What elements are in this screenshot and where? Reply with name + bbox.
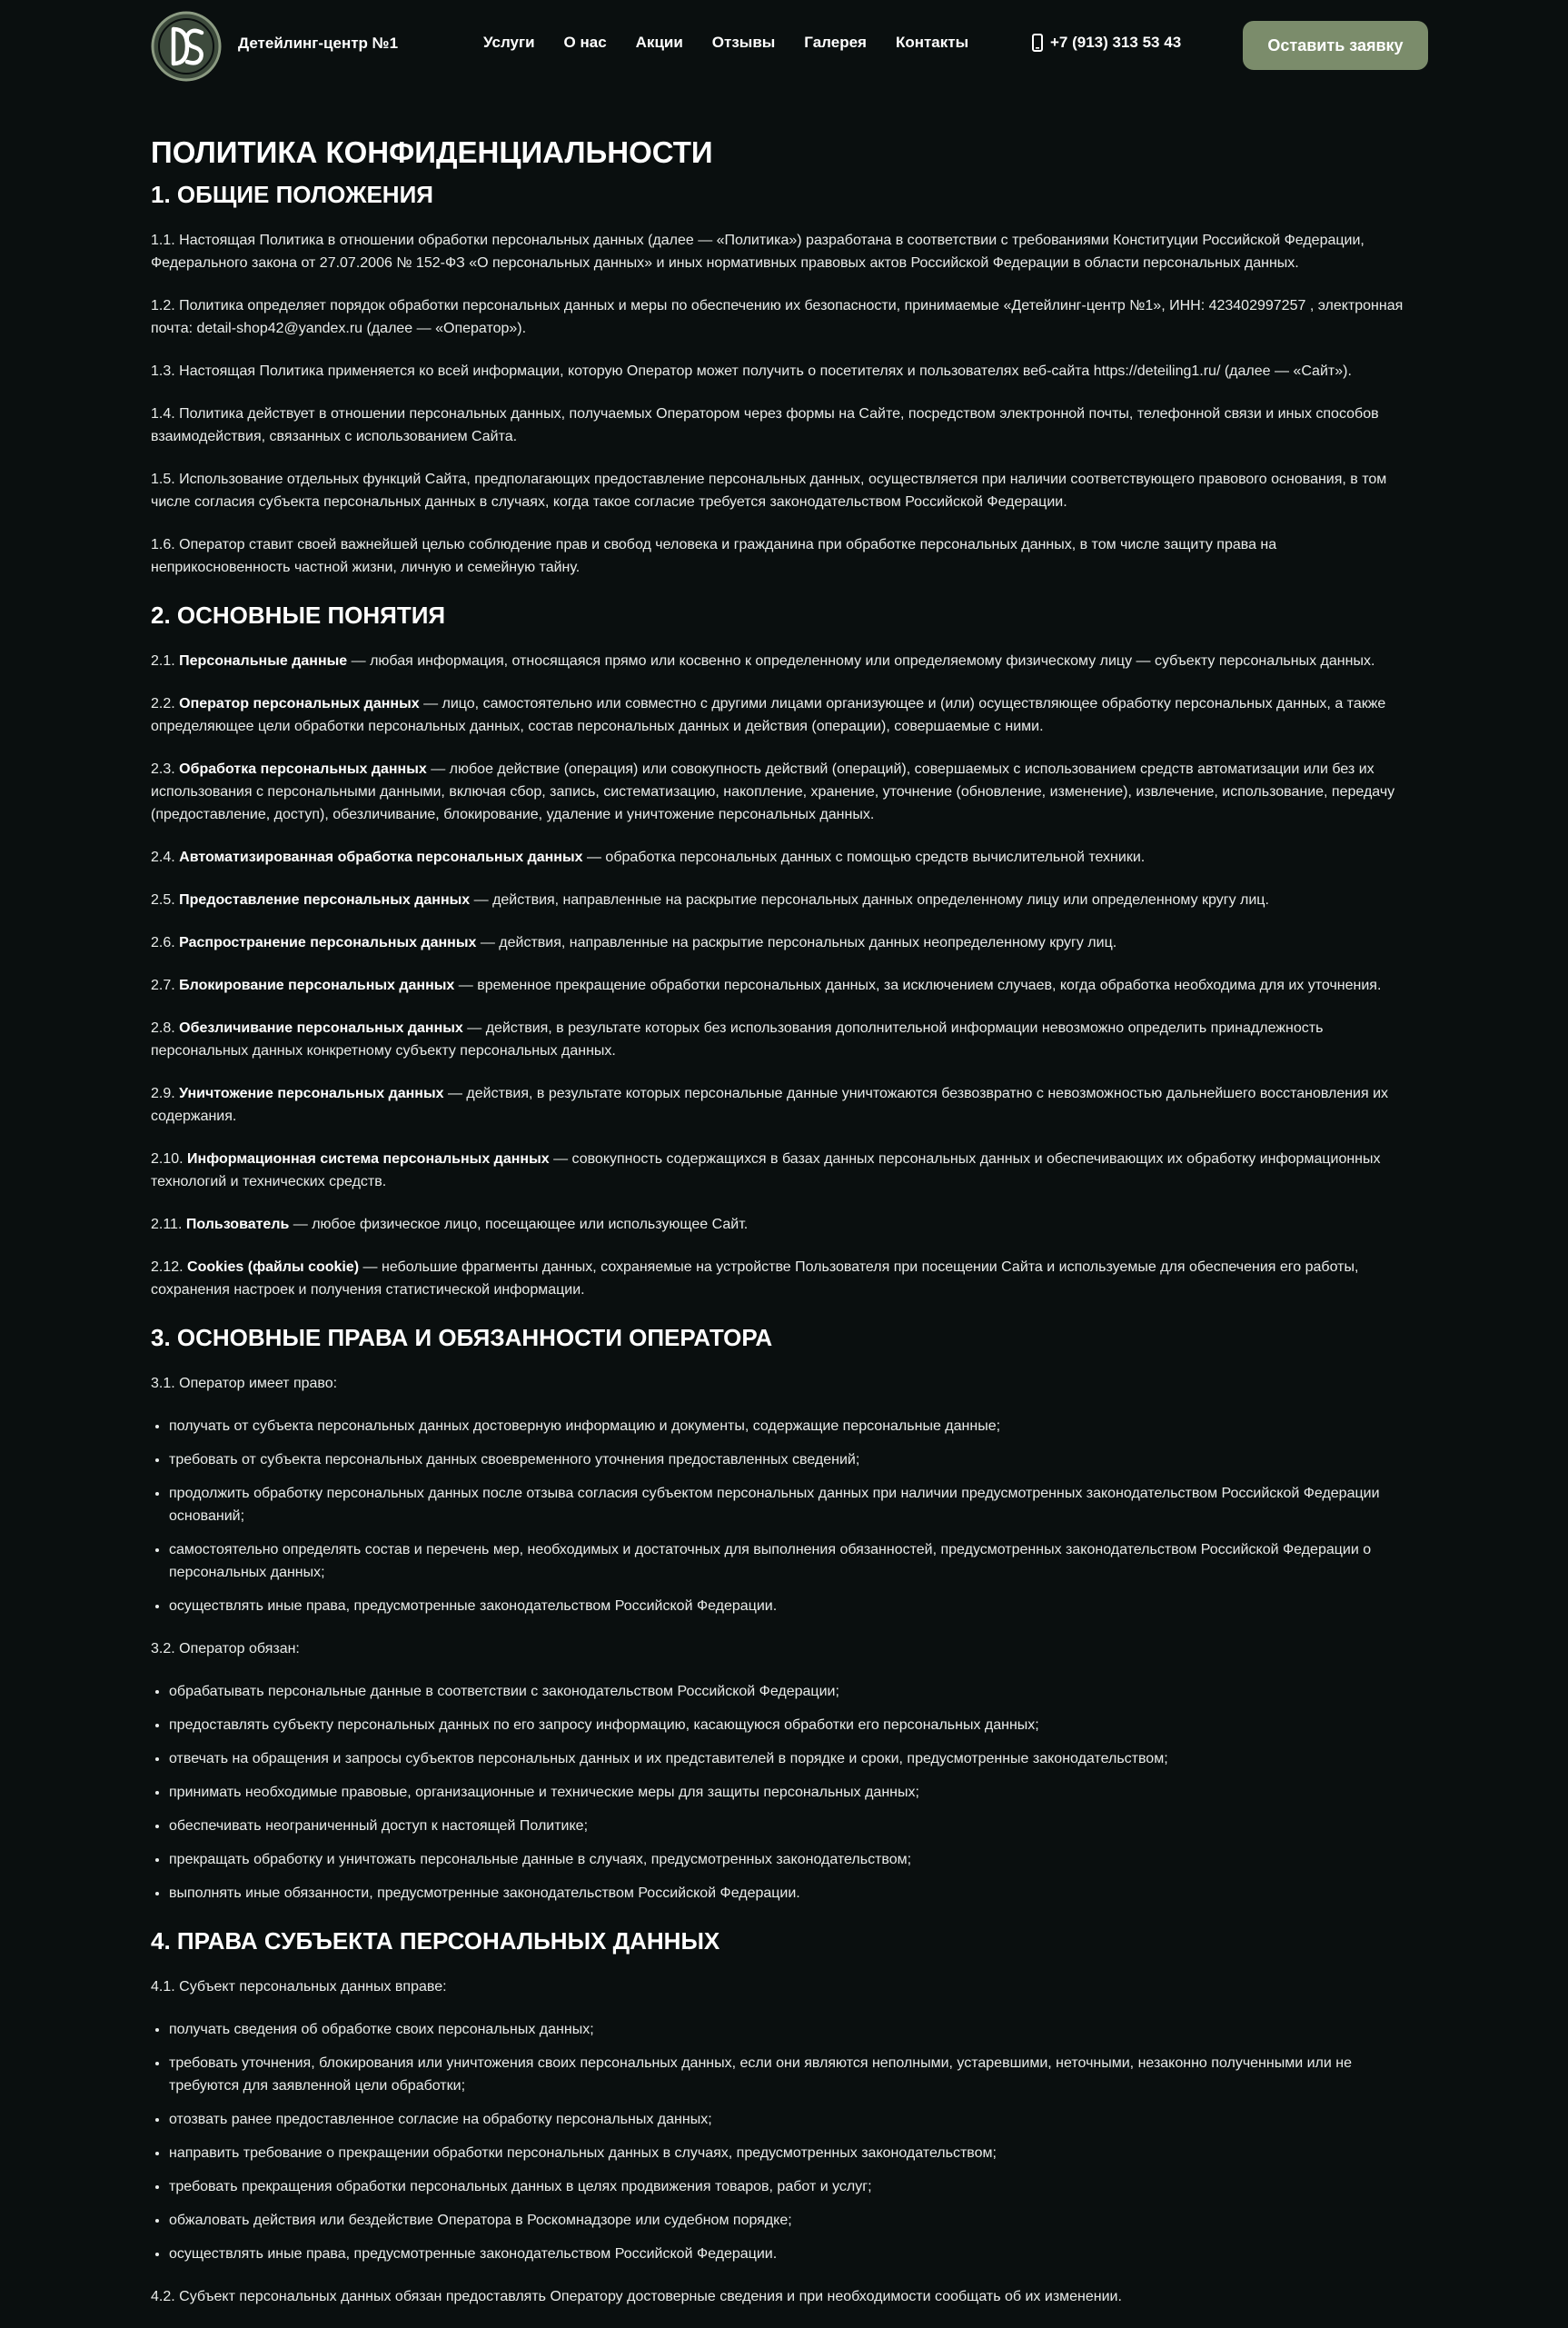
nav-promotions[interactable]: Акции — [635, 34, 683, 51]
section-title: 2. ОСНОВНЫЕ ПОНЯТИЯ — [151, 602, 446, 629]
list-item: • обжаловать действия или бездействие Оператора в Роскомнадзоре или судебном порядке; — [169, 2209, 1417, 2232]
nav-reviews[interactable]: Отзывы — [711, 34, 776, 51]
nav-contacts[interactable]: Контакты — [895, 34, 969, 51]
list-item: • выполнять иные обязанности, предусмотренные законодательством Российской Федерации. — [169, 1882, 1417, 1905]
definition-term: Персональные данные — [179, 653, 348, 669]
list-item: • предоставлять субъекту персональных данных по его запросу информацию, касающуюся обработки его персональных данных; — [169, 1714, 1417, 1736]
main-nav — [483, 34, 968, 52]
definition-term: Предоставление персональных данных — [179, 892, 471, 908]
list-item: • принимать необходимые правовые, организационные и технические меры для защиты персональных данных; — [169, 1781, 1417, 1804]
definition-term: Распространение персональных данных — [179, 935, 477, 950]
definition-term: Оператор персональных данных — [179, 696, 420, 711]
paragraph: 4.1. Субъект персональных данных вправе: — [151, 1979, 447, 1995]
paragraph: 1.4. Политика действует в отношении персональных данных, получаемых Оператором через формы на Сайте, посредством электронной почты, телефонной связи и иных способов взаимодействия, связанных с использованием Сайта. — [151, 406, 1379, 444]
definition-term: Автоматизированная обработка персональных данных — [179, 850, 583, 865]
section-operator-rights — [151, 1321, 1417, 1905]
section-title: 4. ПРАВА СУБЪЕКТА ПЕРСОНАЛЬНЫХ ДАННЫХ — [151, 1927, 720, 1955]
list-item: • прекращать обработку и уничтожать персональные данные в случаях, предусмотренных законодательством; — [169, 1848, 1417, 1871]
definition-item: 2.6. Распространение персональных данных — действия, направленные на раскрытие персональных данных неопределенному кругу лиц. — [151, 935, 1117, 950]
list-item: • обеспечивать неограниченный доступ к настоящей Политике; — [169, 1815, 1417, 1837]
nav-about[interactable]: О нас — [563, 34, 607, 51]
paragraph: 4.2. Субъект персональных данных обязан предоставлять Оператору достоверные сведения и при необходимости сообщать об их изменении. — [151, 2289, 1122, 2304]
definition-item: 2.3. Обработка персональных данных — любое действие (операция) или совокупность действий (операций), совершаемых с использованием средств автоматизации или без их использования с персональными данными, включая сбор, запись, систематизацию, накопление, хранение, уточнение (обновление, изменение), извлечение, использование, передачу (предоставление, доступ), обезличивание, блокирование, удаление и уничтожение персональных данных. — [151, 761, 1395, 822]
list-item: • отозвать ранее предоставленное согласие на обработку персональных данных; — [169, 2108, 1417, 2131]
section-title: 3. ОСНОВНЫЕ ПРАВА И ОБЯЗАННОСТИ ОПЕРАТОРА — [151, 1324, 773, 1351]
list-item: • требовать от субъекта персональных данных своевременного уточнения предоставленных сведений; — [169, 1448, 1417, 1471]
definition-item: 2.7. Блокирование персональных данных — временное прекращение обработки персональных данных, за исключением случаев, когда обработка необходима для их уточнения. — [151, 978, 1382, 993]
definition-term: Обработка персональных данных — [179, 761, 427, 777]
list-item: • обрабатывать персональные данные в соответствии с законодательством Российской Федерации; — [169, 1680, 1417, 1703]
list-item: • получать от субъекта персональных данных достоверную информацию и документы, содержащие персональные данные; — [169, 1415, 1417, 1438]
definition-item: 2.9. Уничтожение персональных данных — действия, в результате которых персональные данные уничтожаются безвозвратно с невозможностью дальнейшего восстановления их содержания. — [151, 1086, 1389, 1124]
list-item: • направить требование о прекращении обработки персональных данных в случаях, предусмотренных законодательством; — [169, 2142, 1417, 2164]
section-title: 1. ОБЩИЕ ПОЛОЖЕНИЯ — [151, 181, 433, 208]
operator-rights-list — [151, 1415, 1417, 1617]
definition-term: Cookies (файлы cookie) — [187, 1259, 360, 1275]
list-item: • самостоятельно определять состав и перечень мер, необходимых и достаточных для выполнения обязанностей, предусмотренных законодательством Российской Федерации о персональных данных; — [169, 1538, 1417, 1584]
list-item: • требовать прекращения обработки персональных данных в целях продвижения товаров, работ и услуг; — [169, 2175, 1417, 2198]
page-title: ПОЛИТИКА КОНФИДЕНЦИАЛЬНОСТИ — [151, 135, 713, 169]
paragraph: 1.3. Настоящая Политика применяется ко всей информации, которую Оператор может получить о посетителях и пользователях веб-сайта https://deteiling1.ru/ (далее — «Сайт»). — [151, 363, 1352, 379]
paragraph: 3.2. Оператор обязан: — [151, 1641, 300, 1656]
paragraph: 3.1. Оператор имеет право: — [151, 1376, 338, 1391]
list-item: • получать сведения об обработке своих персональных данных; — [169, 2018, 1417, 2041]
subject-rights-list — [151, 2018, 1417, 2265]
site-header — [0, 0, 1568, 91]
smartphone-icon — [1032, 34, 1043, 52]
section-subject-rights — [151, 1925, 1417, 2308]
policy-content — [151, 127, 1417, 2328]
list-item: • осуществлять иные права, предусмотренные законодательством Российской Федерации. — [169, 2243, 1417, 2265]
definition-item: 2.2. Оператор персональных данных — лицо, самостоятельно или совместно с другими лицами организующее и (или) осуществляющее обработку персональных данных, а также определяющее цели обработки персональных данных, состав персональных данных и действия (операции), совершаемые с ними. — [151, 696, 1386, 734]
definition-term: Обезличивание персональных данных — [179, 1020, 463, 1036]
nav-gallery[interactable]: Галерея — [804, 34, 867, 51]
list-item: • требовать уточнения, блокирования или уничтожения своих персональных данных, если они являются неполными, устаревшими, неточными, незаконно полученными или не требуются для заявленной цели обработки; — [169, 2052, 1417, 2097]
definition-item: 2.1. Персональные данные — любая информация, относящаяся прямо или косвенно к определенному или определяемому физическому лицу — субъекту персональных данных. — [151, 653, 1375, 669]
paragraph: 1.5. Использование отдельных функций Сайта, предполагающих предоставление персональных данных, осуществляется при наличии соответствующего правового основания, в том числе согласия субъекта персональных данных в случаях, когда такое согласие требуется законодательством Российской Федерации. — [151, 472, 1387, 510]
definition-term: Пользователь — [185, 1217, 290, 1232]
section-definitions — [151, 599, 1417, 1301]
phone-link[interactable] — [1032, 34, 1181, 52]
definition-item: 2.11. Пользователь — любое физическое лицо, посещающее или использующее Сайт. — [151, 1217, 749, 1232]
paragraph: 1.6. Оператор ставит своей важнейшей целью соблюдение прав и свобод человека и гражданина при обработке персональных данных, в том числе защиту права на неприкосновенность частной жизни, личную и семейную тайну. — [151, 537, 1277, 575]
nav-services[interactable]: Услуги — [483, 34, 535, 51]
list-item: • осуществлять иные права, предусмотренные законодательством Российской Федерации. — [169, 1595, 1417, 1617]
definition-term: Уничтожение персональных данных — [179, 1086, 444, 1101]
definition-term: Блокирование персональных данных — [179, 978, 455, 993]
ds-monogram-logo[interactable] — [151, 11, 222, 82]
definition-item: 2.10. Информационная система персональных данных — совокупность содержащихся в базах данных персональных данных и обеспечивающих их обработку информационных технологий и технических средств. — [151, 1151, 1381, 1189]
paragraph: 1.2. Политика определяет порядок обработки персональных данных и меры по обеспечению их безопасности, принимаемые «Детейлинг-центр №1», ИНН: 423402997257 , электронная почта: detail-shop42@yandex.ru (далее — «Оператор»). — [151, 298, 1404, 336]
list-item: • отвечать на обращения и запросы субъектов персональных данных и их представителей в порядке и сроки, предусмотренные законодательством; — [169, 1747, 1417, 1770]
brand-name[interactable]: Детейлинг-центр №1 — [238, 35, 399, 52]
list-item: • продолжить обработку персональных данных после отзыва согласия субъектом персональных данных при наличии предусмотренных законодательством Российской Федерации оснований; — [169, 1482, 1417, 1527]
definition-item: 2.8. Обезличивание персональных данных — действия, в результате которых без использования дополнительной информации невозможно определить принадлежность персональных данных конкретному субъекту персональных данных. — [151, 1020, 1324, 1059]
definition-term: Информационная система персональных данных — [187, 1151, 550, 1167]
paragraph: 1.1. Настоящая Политика в отношении обработки персональных данных (далее — «Политика») разработана в соответствии с требованиями Конституции Российской Федерации, Федерального закона от 27.07.2006 № 152-ФЗ «О персональных данных» и иных нормативных правовых актов Российской Федерации в области персональных данных. — [151, 233, 1365, 271]
submit-request-button[interactable]: Оставить заявку — [1243, 21, 1428, 70]
definition-item: 2.5. Предоставление персональных данных — действия, направленные на раскрытие персональных данных определенному лицу или определенному кругу лиц. — [151, 892, 1269, 908]
operator-duties-list — [151, 1680, 1417, 1905]
definition-item: 2.4. Автоматизированная обработка персональных данных — обработка персональных данных с помощью средств вычислительной техники. — [151, 850, 1146, 865]
definition-item: 2.12. Cookies (файлы cookie) — небольшие фрагменты данных, сохраняемые на устройстве Пользователя при посещении Сайта и используемые для обеспечения его работы, сохранения настроек и получения статистической информации. — [151, 1259, 1359, 1298]
section-general — [151, 178, 1417, 579]
phone-number: +7 (913) 313 53 43 — [1050, 34, 1182, 51]
